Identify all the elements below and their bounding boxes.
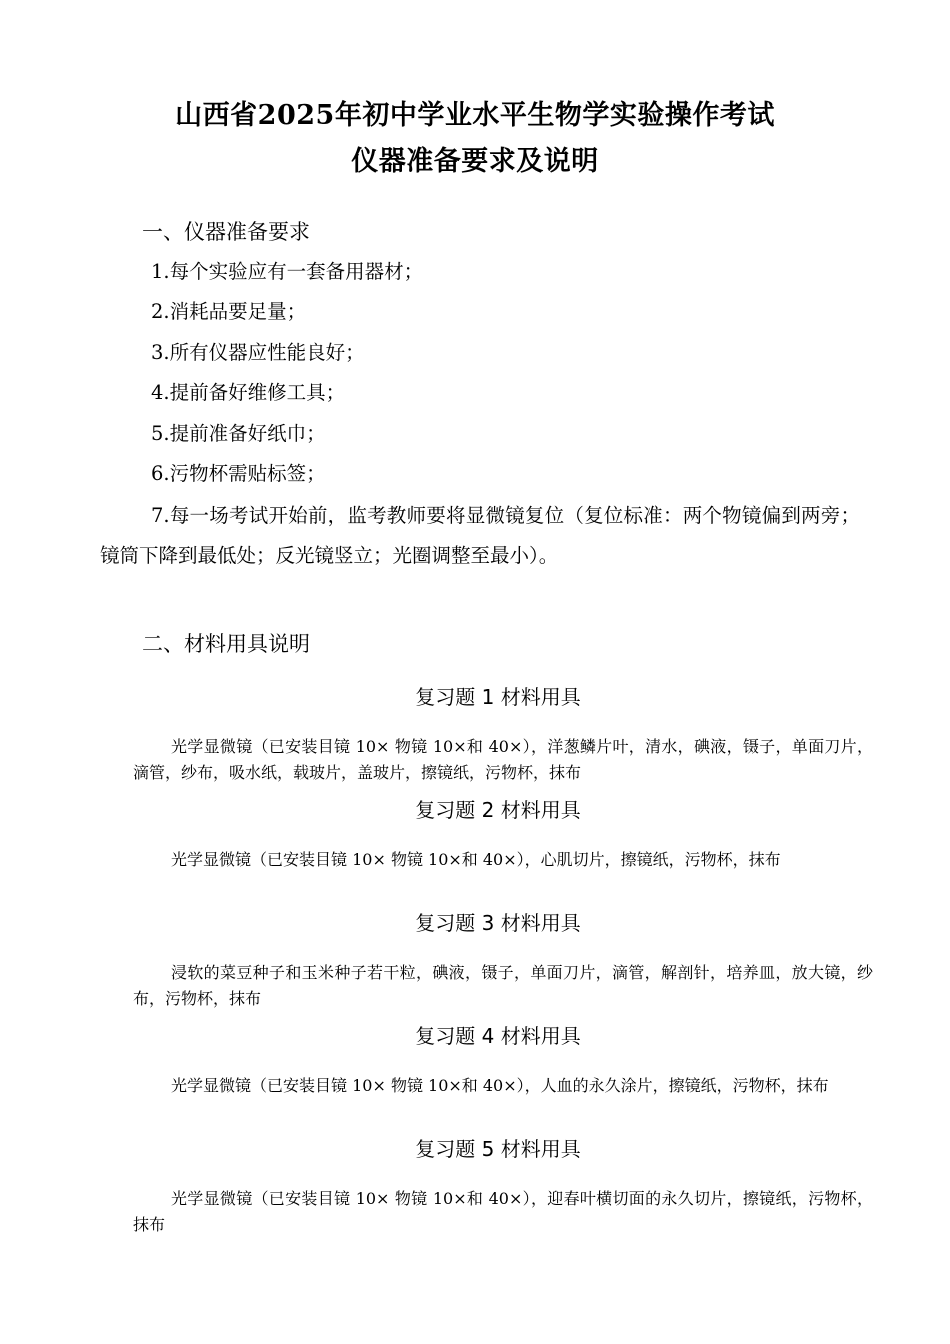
materials-text-5: 光学显微镜（已安装目镜 10× 物镜 10×和 40×），迎春叶横切面的永久切片，擦镜纸，污物杯，抹布	[133, 1189, 873, 1234]
materials-title-1: 复习题 1 材料用具	[415, 685, 581, 709]
section-heading-equipment-requirements: 一、仪器准备要求	[142, 220, 310, 244]
requirement-item-3: 3.所有仪器应性能良好；	[151, 341, 365, 364]
requirement-item-7: 7.每一场考试开始前，监考教师要将显微镜复位（复位标准：两个物镜偏到两旁；镜筒下降到最低处；反光镜竖立；光圈调整至最小）。	[100, 504, 860, 567]
requirement-item-6: 6.污物杯需贴标签；	[151, 462, 326, 485]
document-title-line1: 山西省2025年初中学业水平生物学实验操作考试	[175, 100, 775, 131]
materials-text-4: 光学显微镜（已安装目镜 10× 物镜 10×和 40×），人血的永久涂片，擦镜纸，污物杯，抹布	[171, 1076, 829, 1095]
requirement-item-4: 4.提前备好维修工具；	[151, 381, 346, 404]
document-title-line2: 仪器准备要求及说明	[351, 146, 599, 177]
materials-title-4: 复习题 4 材料用具	[415, 1024, 581, 1048]
materials-title-5: 复习题 5 材料用具	[415, 1137, 581, 1161]
materials-text-1: 光学显微镜（已安装目镜 10× 物镜 10×和 40×），洋葱鳞片叶，清水，碘液，镊子，单面刀片，滴管，纱布，吸水纸，载玻片，盖玻片，擦镜纸，污物杯，抹布	[133, 737, 873, 782]
requirement-item-2: 2.消耗品要足量；	[151, 300, 307, 323]
requirement-item-1: 1.每个实验应有一套备用器材；	[151, 260, 424, 283]
materials-title-2: 复习题 2 材料用具	[415, 798, 581, 822]
materials-text-2: 光学显微镜（已安装目镜 10× 物镜 10×和 40×），心肌切片，擦镜纸，污物杯，抹布	[171, 850, 781, 869]
section-heading-materials: 二、材料用具说明	[142, 632, 310, 656]
materials-text-3: 浸软的菜豆种子和玉米种子若干粒，碘液，镊子，单面刀片，滴管，解剖针，培养皿，放大镜，纱布，污物杯，抹布	[133, 963, 873, 1008]
requirement-item-5: 5.提前准备好纸巾；	[151, 422, 326, 445]
materials-title-3: 复习题 3 材料用具	[415, 911, 581, 935]
